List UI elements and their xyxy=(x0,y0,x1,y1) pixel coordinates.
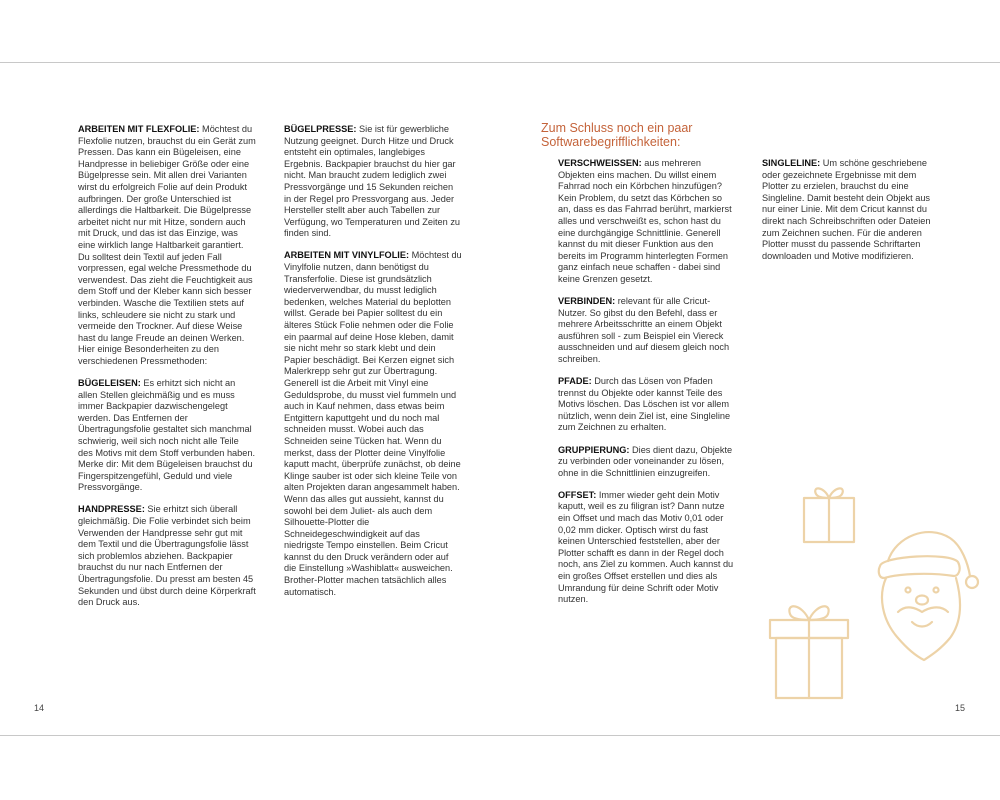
term-label: HANDPRESSE: xyxy=(78,504,145,515)
term-label: BÜGELPRESSE: xyxy=(284,124,357,134)
term-description: Dies dient dazu, Objekte zu verbinden oder voneinander zu lösen, ohne in die Schnittlinien einzugreifen. xyxy=(558,444,733,478)
term-label: ARBEITEN MIT VINYLFOLIE: xyxy=(284,250,410,261)
page-number-right: 15 xyxy=(955,703,966,713)
heading-line-1: Zum Schluss noch ein paar xyxy=(541,121,693,135)
term-description: Um schöne geschriebene oder gezeichnete Ergebnisse mit dem Plotter zu erzielen, brauchst du eine Singleline. Damit besteht dein Objekt aus nur einer Linie. Mit dem Cricut kannst du direkt nach Schreibschriften oder Dateien zum Zeichnen suchen. Für die anderen Plotter musst du passende Schriftarten downloaden und Motive modifizieren. xyxy=(762,158,931,261)
right-page-column-2 xyxy=(762,158,932,273)
glossary-paragraph xyxy=(558,445,736,480)
gift-icon xyxy=(764,586,854,706)
left-page-column-1 xyxy=(78,124,256,619)
term-label: VERSCHWEISSEN: xyxy=(558,158,642,168)
term-label: OFFSET: xyxy=(558,489,597,500)
glossary-paragraph xyxy=(284,250,462,598)
left-page-column-2 xyxy=(284,124,462,609)
heading-line-2: Softwarebegrifflichkeiten: xyxy=(541,134,681,149)
glossary-paragraph xyxy=(78,504,256,608)
term-description: Sie erhitzt sich überall gleichmäßig. Die Folie verbindet sich beim Verwenden der Handpresse sehr gut mit dem Textil und die Übertragungsfolie lässt sich problemlos abziehen. Backpapier brauchst du nur nach Entfernen der Übertragungsfolie. Du presst am besten 45 Sekunden und übst durch deine Körperkraft den Druck aus. xyxy=(78,504,256,608)
term-description: Immer wieder geht dein Motiv kaputt, weil es zu filigran ist? Dann nutze ein Offset und mach das Motiv 0,01 oder 0,02 mm dicker. Optisch wirst du fast keinen Unterschied feststellen, aber der Plotter schafft es dann in der Regel doch noch, ans Ziel zu kommen. Auch kannst du ein großes Offset erstellen und dies als Umrandung für deine Schrift oder Motiv nutzen. xyxy=(558,489,734,605)
glossary-paragraph xyxy=(78,378,256,494)
glossary-paragraph xyxy=(762,158,932,262)
glossary-paragraph xyxy=(284,124,462,240)
page-number-left: 14 xyxy=(34,703,45,713)
term-label: PFADE: xyxy=(558,376,592,387)
term-description: Durch das Lösen von Pfaden trennst du Objekte oder kannst Teile des Motivs löschen. Das Löschen ist vor allem nützlich, wenn dein Ziel ist, eine Singleline zum Zeichnen zu erhalten. xyxy=(558,376,731,433)
glossary-paragraph xyxy=(558,376,736,434)
glossary-paragraph xyxy=(558,296,736,366)
term-label: SINGLELINE: xyxy=(762,158,821,168)
section-heading xyxy=(541,122,761,149)
term-label: BÜGELEISEN: xyxy=(78,377,141,388)
gift-icon xyxy=(794,476,864,546)
term-description: Möchtest du Flexfolie nutzen, brauchst du ein Gerät zum Pressen. Das kann ein Bügeleisen, eine Handpresse in beliebiger Größe oder eine Bügelpresse sein. Mit allen drei Varianten wirst du erfolgreich Folie auf dein Produkt aufbringen. Der große Unterschied ist allerdings die Haltbarkeit. Die Bügelpresse arbeitet nicht nur mit Hitze, sondern auch mit Druck, und das ist das Einzige, was eine wirklich lange Haltbarkeit garantiert. Du solltest dein Textil auf jeden Fall vorpressen, egal welche Pressmethode du verwendest. Das zieht die Feuchtigkeit aus dem Stoff und der Kleber kann sich besser verbinden. Wasche die Textilien stets auf links, schleudere sie nicht zu stark und vermeide den Trockner. Auf diese Weise hast du lange Freude an deinen Werken. Hier einige Besonderheiten zu den verschiedenen Pressmethoden: xyxy=(78,124,256,366)
term-label: VERBINDEN: xyxy=(558,296,616,307)
glossary-paragraph xyxy=(558,490,736,606)
term-description: Es erhitzt sich nicht an allen Stellen gleichmäßig und es muss immer Backpapier dazwischengelegt werden. Das Entfernen der Übertragungsfolie gestaltet sich manchmal schwierig, weil sich noch nicht alle Teile des Motivs mit dem Stoff verbunden haben. Merke dir: Mit dem Bügeleisen brauchst du Fingerspitzengefühl, Geduld und viele Pressvorgänge. xyxy=(78,377,256,493)
glossary-paragraph xyxy=(78,124,256,367)
right-page-column-1 xyxy=(558,158,736,616)
term-description: relevant für alle Cricut-Nutzer. So gibst du den Befehl, dass er mehrere Arbeitsschritte an einem Objekt ausführen soll - zum Beispiel ein Viereck ausschneiden und auf diesem gleich noch schreiben. xyxy=(558,296,730,364)
term-label: GRUPPIERUNG: xyxy=(558,444,630,455)
term-description: Sie ist für gewerbliche Nutzung geeignet. Durch Hitze und Druck entsteht ein optimales, langlebiges Ergebnis. Backpapier brauchst du hier gar nicht. Man braucht zudem lediglich zwei Pressvorgänge und 15 Sekunden reichen in der Regel pro Pressvorgang aus. Jeder Hersteller stellt aber auch Tabellen zur Verfügung, wo Temperaturen und Zeiten zu finden sind. xyxy=(284,124,461,239)
term-description: aus mehreren Objekten eins machen. Du willst einem Fahrrad noch ein Körbchen hinzufügen? Kein Problem, du setzt das Körbchen so an, dass es das Fahrrad berührt, markierst alles und verschweißt es, schon hast du eine durchgängige Schnittlinie. Generell kannst du mit dieser Funktion aus den bereits im Programm hinterlegten Formen ganz einfach neue schaffen - dabei sind keine Grenzen gesetzt. xyxy=(558,158,732,284)
glossary-paragraph xyxy=(558,158,736,286)
term-label: ARBEITEN MIT FLEXFOLIE: xyxy=(78,124,200,134)
term-description: Möchtest du Vinylfolie nutzen, dann benötigst du Transferfolie. Diese ist grundsätzlich wiederverwendbar, du musst lediglich bedenken, welches Material du beplotten willst. Gerade bei Papier solltest du ein älteres Stück Folie nehmen oder die Folie ein paarmal auf deine Hose kleben, damit sie nicht mehr so stark klebt und dein Papier beschädigt. Bei Kerzen eignet sich Malerkrepp sehr gut zur Übertragung. Generell ist die Arbeit mit Vinyl eine Geduldsprobe, du musst viel fummeln und auch in Kauf nehmen, dass etwas beim Entgittern kaputtgeht und du noch mal schneiden musst. Wobei auch das Schneiden seine Tücken hat. Wenn du merkst, dass der Plotter deine Vinylfolie kaputt macht, überprüfe zunächst, ob deine Klinge sauber ist oder sich kleine Teile von alten Projekten daran angesammelt haben. Wenn das alles gut aussieht, kannst du sowohl bei dem Juliet- als auch dem Silhouette-Plotter die Schneidegeschwindigkeit auf das niedrigste Tempo einstellen. Beim Cricut kannst du den Druck verändern oder auf die Einstellung »Washiblatt« ausweichen. Brother-Plotter machen tatsächlich alles automatisch. xyxy=(284,250,462,597)
santa-icon xyxy=(858,516,988,676)
